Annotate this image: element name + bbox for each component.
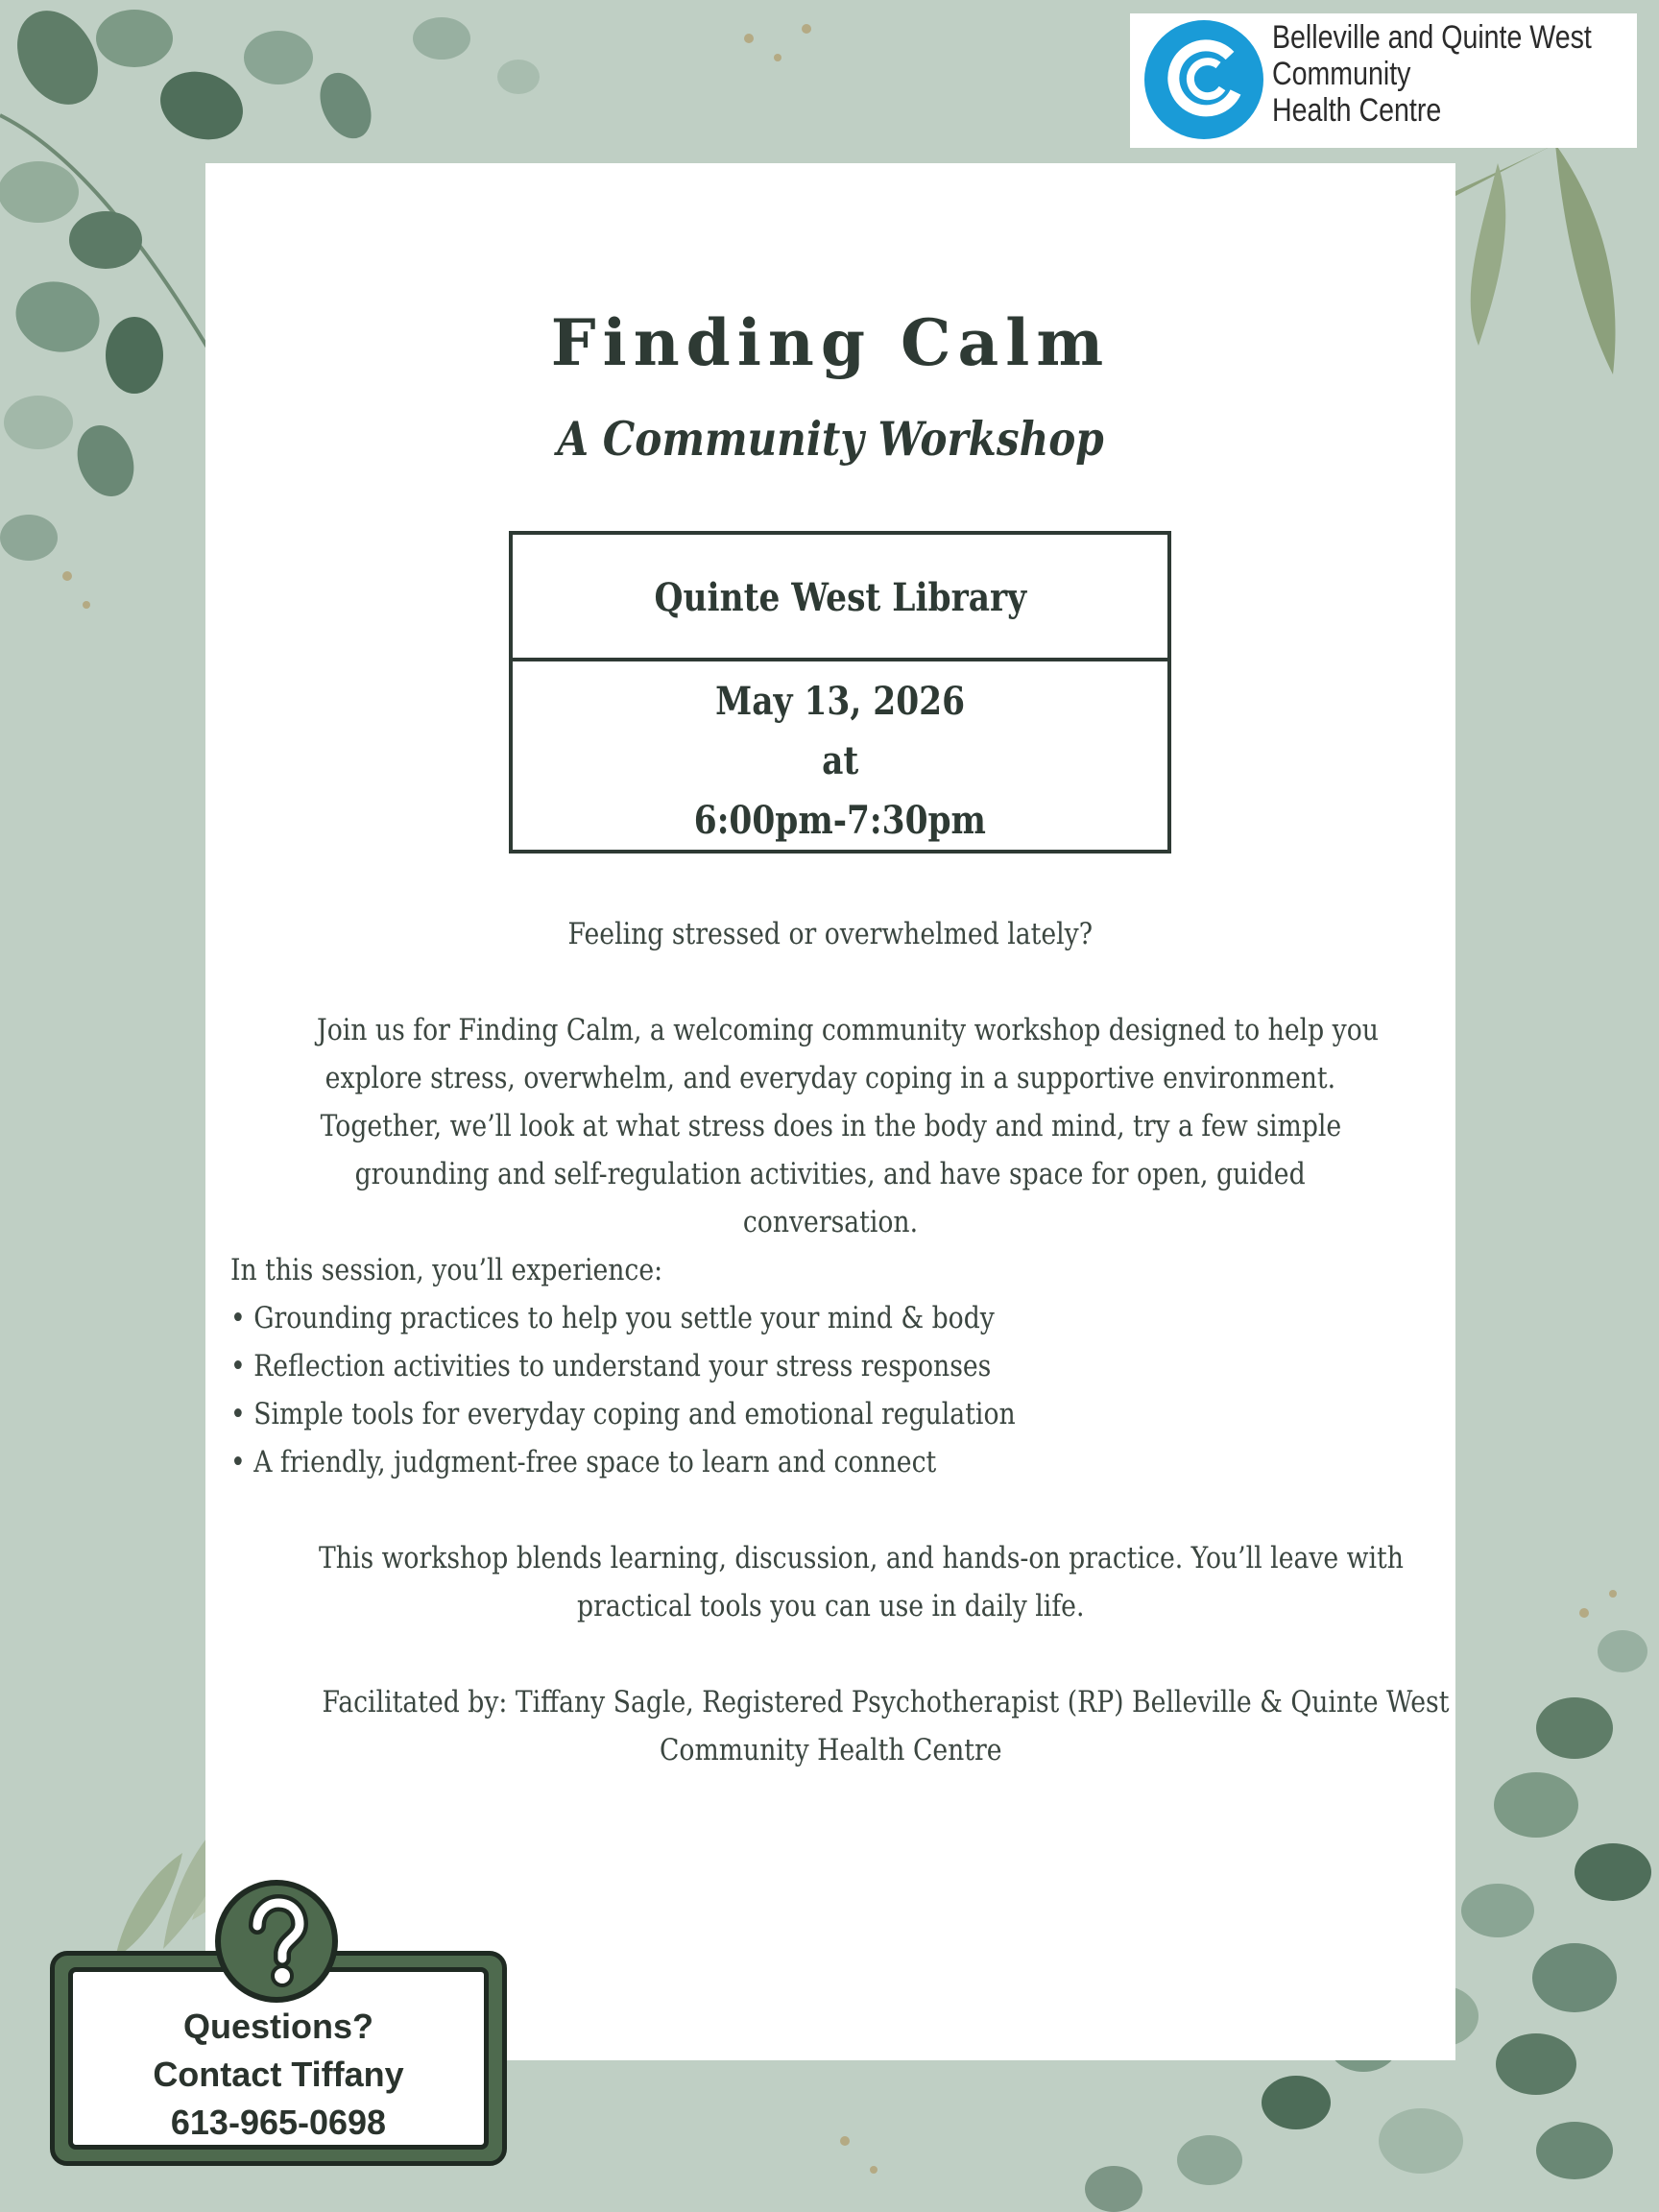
event-details-box (509, 531, 1171, 854)
session-heading: In this session, you’ll experience: (230, 1253, 663, 1287)
facilitator-line: Facilitated by: Tiffany Sagle, Registered Psychotherapist (RP) Belleville & Quinte West (322, 1685, 1450, 1719)
event-time (513, 798, 1167, 843)
question-mark-glyph (221, 1886, 332, 1997)
swirl-logo-icon (1142, 17, 1266, 142)
session-list-item: • A friendly, judgment-free space to learn and connect (230, 1445, 937, 1479)
closing-line: This workshop blends learning, discussion, and hands-on practice. You’ll leave with (318, 1541, 1404, 1575)
intro-question (230, 910, 1431, 958)
organization-name-line-3: Health Centre (1272, 92, 1442, 129)
page-subtitle (205, 411, 1455, 467)
page-title: Finding Calm (550, 305, 1111, 380)
closing-paragraph (230, 1534, 1431, 1630)
contact-phone[interactable]: 613-965-0698 (170, 2103, 387, 2142)
event-date-text: May 13, 2026 (715, 679, 965, 724)
facilitator-paragraph (230, 1678, 1450, 1774)
session-list-item: • Simple tools for everyday coping and emotional regulation (230, 1397, 1016, 1431)
organization-logo (1130, 13, 1637, 148)
description-line: Join us for Finding Calm, a welcoming community workshop designed to help you (317, 1013, 1379, 1047)
event-venue-text: Quinte West Library (654, 575, 1026, 620)
event-time-text: 6:00pm-7:30pm (693, 798, 987, 843)
facilitator-line: Community Health Centre (659, 1733, 1002, 1767)
session-section (230, 1246, 1431, 1486)
description-paragraph (230, 1006, 1431, 1246)
closing-line: practical tools you can use in daily life. (576, 1589, 1085, 1623)
description-line: grounding and self-regulation activities, and have space for open, guided (354, 1157, 1307, 1191)
intro-question-text: Feeling stressed or overwhelmed lately? (567, 917, 1094, 951)
description-line: conversation. (742, 1205, 919, 1239)
question-mark-icon (215, 1880, 338, 2003)
event-at (513, 738, 1167, 783)
event-venue (513, 535, 1167, 661)
organization-name (1272, 19, 1637, 129)
page-subtitle-text: A Community Workshop (557, 411, 1104, 467)
description-line: Together, we’ll look at what stress does in the body and mind, try a few simple (320, 1109, 1341, 1143)
description-line: explore stress, overwhelm, and everyday coping in a supportive environment. (325, 1061, 1336, 1095)
event-date (513, 679, 1167, 724)
organization-name-line-1: Belleville and Quinte West (1272, 19, 1592, 56)
organization-name-line-2: Community (1272, 56, 1411, 92)
session-list-item: • Reflection activities to understand your stress responses (230, 1349, 992, 1383)
event-at-text: at (821, 738, 859, 783)
session-list-item: • Grounding practices to help you settle your mind & body (230, 1301, 995, 1335)
contact-name: Contact Tiffany (153, 2055, 404, 2094)
contact-questions: Questions? (182, 2007, 374, 2046)
